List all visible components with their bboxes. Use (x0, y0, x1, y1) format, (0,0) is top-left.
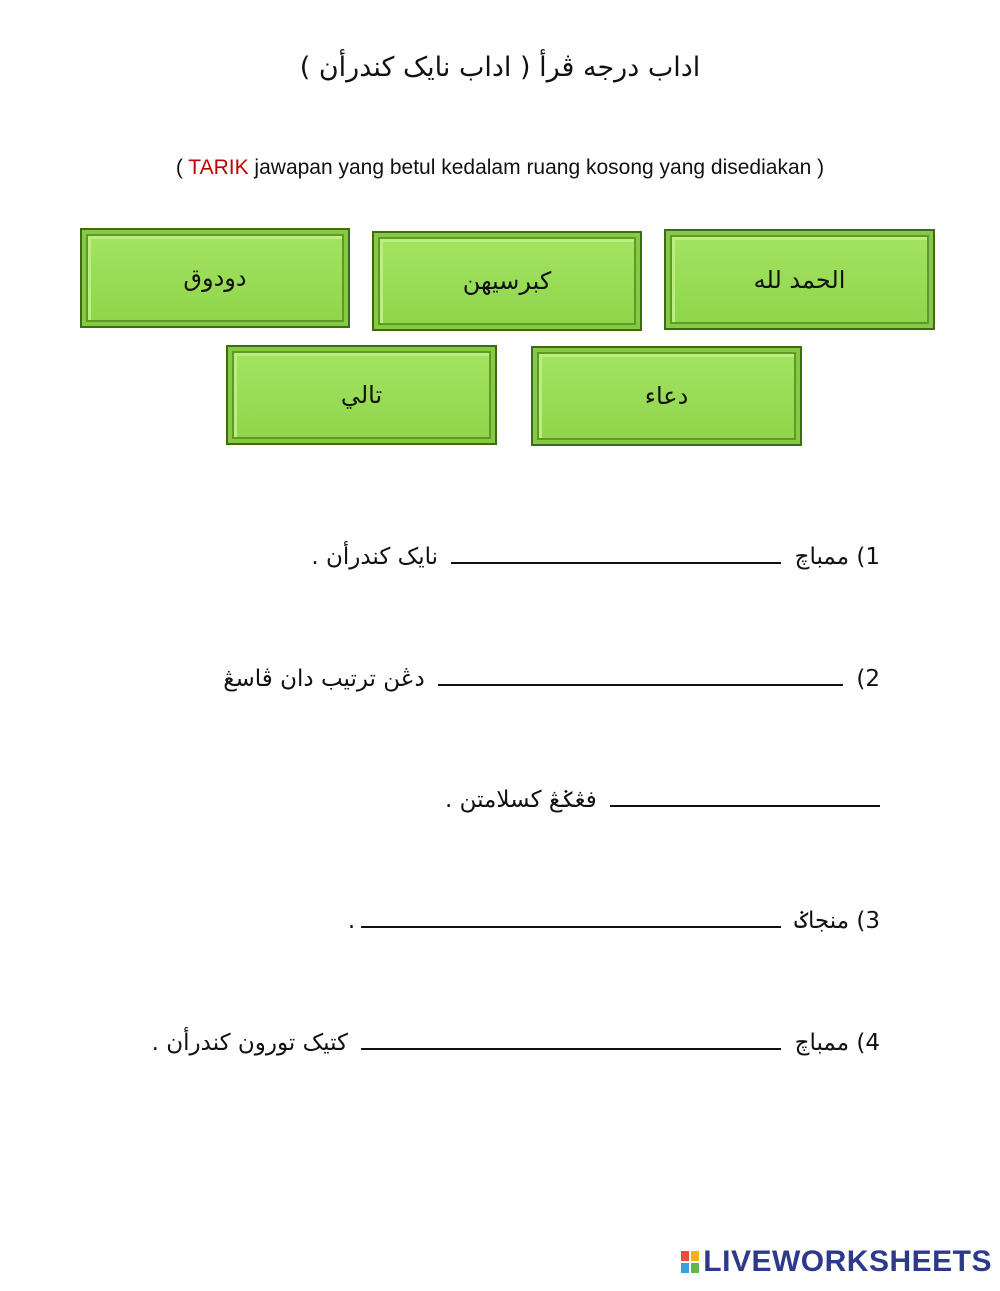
question-2-blank-2[interactable] (610, 783, 880, 807)
instruction-open: ( (175, 156, 189, 179)
question-4-before: ممباچ (794, 1030, 850, 1056)
question-3 (348, 904, 880, 934)
question-3-before: منجاݢ (794, 908, 850, 934)
question-1-before: ممباچ (794, 544, 850, 570)
question-2-continued-after: فڠݢڠ کسلامتن . (444, 787, 597, 813)
instruction-text (0, 156, 1000, 180)
question-2 (223, 662, 880, 692)
logo-text: LIVEWORKSHEETS (703, 1245, 992, 1278)
question-3-after: . (347, 908, 356, 934)
question-3-blank[interactable] (361, 904, 781, 928)
question-3-number: 3) (856, 908, 880, 934)
question-2-after: دڠن ترتيب دان ڤاسڠ (223, 666, 425, 692)
logo-mark-e (691, 1263, 699, 1273)
question-2-number: 2) (856, 666, 880, 692)
answer-tile-doa[interactable]: دعاء (531, 346, 802, 446)
logo-mark-icon (681, 1251, 699, 1273)
logo-mark-l (681, 1251, 689, 1261)
question-4 (152, 1026, 880, 1056)
liveworksheets-logo (681, 1245, 992, 1279)
question-1-after: نايک کندرأن . (311, 544, 439, 570)
answer-tile-alhamdulillah[interactable]: الحمد لله (664, 229, 935, 330)
question-1-number: 1) (856, 544, 880, 570)
question-2-continued (445, 783, 880, 813)
page-title: اداب درجه ڤرأ ( اداب نايک کندرأن ) (299, 52, 701, 83)
answer-tile-tali[interactable]: تالي (226, 345, 497, 445)
question-4-after: کتيک تورون کندرأن . (151, 1030, 349, 1056)
question-1 (311, 540, 880, 570)
instruction-highlight: TARIK (188, 156, 249, 179)
logo-mark-i (691, 1251, 699, 1261)
logo-mark-v (681, 1263, 689, 1273)
answer-tile-duduk[interactable]: دودوق (80, 228, 350, 328)
instruction-rest: jawapan yang betul kedalam ruang kosong yang disediakan ) (248, 156, 825, 179)
question-4-blank[interactable] (361, 1026, 781, 1050)
answer-tile-kebersihan[interactable]: کبرسيهن (372, 231, 642, 331)
question-2-blank-1[interactable] (438, 662, 843, 686)
question-4-number: 4) (856, 1030, 880, 1056)
question-1-blank[interactable] (451, 540, 781, 564)
